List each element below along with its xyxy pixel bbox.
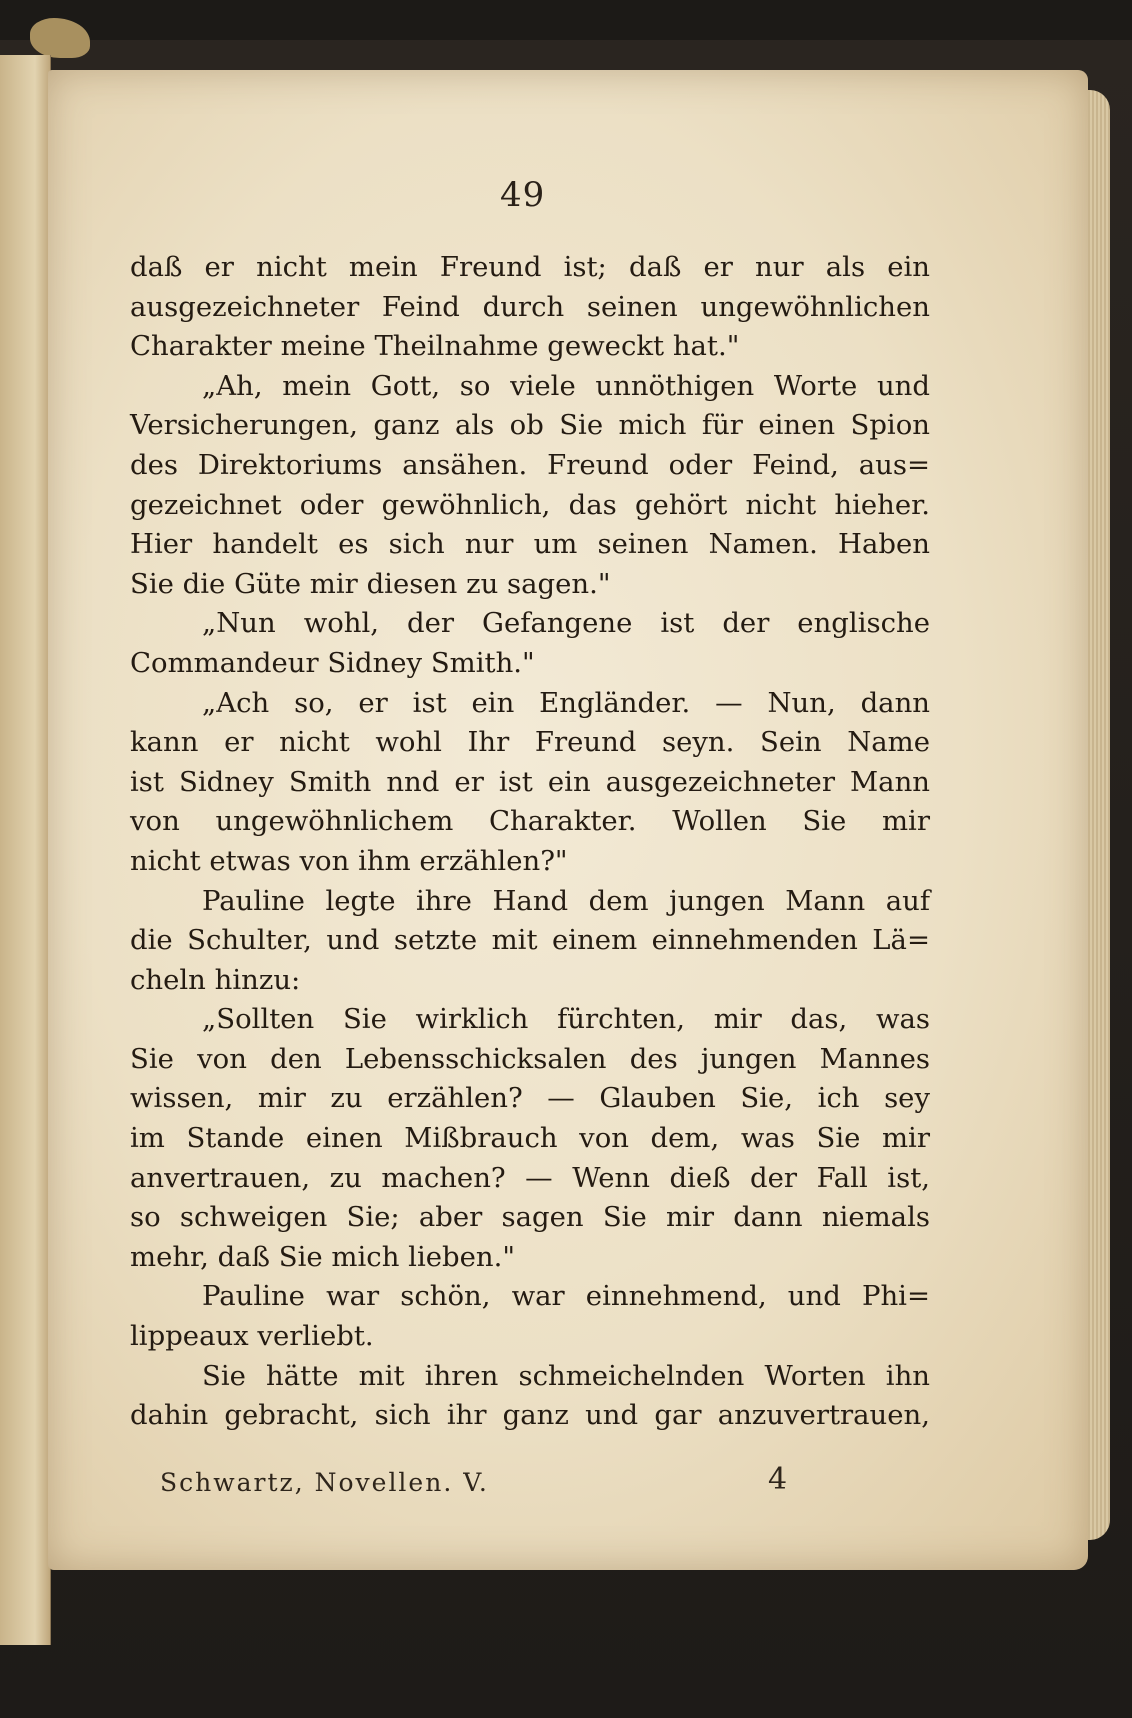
text-line: Pauline legte ihre Hand dem jungen Mann auf bbox=[202, 884, 930, 917]
text-line: „Ah, mein Gott, so viele unnöthigen Worte und bbox=[202, 369, 930, 402]
text-line: nicht etwas von ihm erzählen?" bbox=[130, 844, 568, 877]
text-line: Sie die Güte mir diesen zu sagen." bbox=[130, 567, 611, 600]
text-line: „Nun wohl, der Gefangene ist der englische bbox=[202, 607, 930, 640]
text-line: von ungewöhnlichem Charakter. Wollen Sie mir bbox=[130, 805, 930, 838]
page-number: 49 bbox=[500, 175, 546, 215]
text-line: lippeaux verliebt. bbox=[130, 1320, 374, 1353]
text-line: kann er nicht wohl Ihr Freund seyn. Sein Name bbox=[130, 726, 930, 759]
text-line: die Schulter, und setzte mit einem einnehmenden Lä= bbox=[130, 924, 930, 957]
text-line: daß er nicht mein Freund ist; daß er nur als ein bbox=[130, 251, 930, 283]
text-line: so schweigen Sie; aber sagen Sie mir dann niemals bbox=[130, 1201, 930, 1234]
cover-damage bbox=[30, 18, 90, 58]
text-line: „Ach so, er ist ein Engländer. — Nun, dann bbox=[202, 686, 930, 719]
text-line: anvertrauen, zu machen? — Wenn dieß der Fall ist, bbox=[130, 1161, 930, 1194]
text-line: im Stande einen Mißbrauch von dem, was Sie mir bbox=[130, 1122, 930, 1155]
body-text bbox=[130, 248, 930, 1436]
sheet-number: 4 bbox=[768, 1462, 788, 1497]
footer-signature: Schwartz, Novellen. V. bbox=[160, 1468, 489, 1497]
text-line: „Sollten Sie wirklich fürchten, mir das, was bbox=[202, 1003, 930, 1036]
text-line: wissen, mir zu erzählen? — Glauben Sie, ich sey bbox=[130, 1082, 930, 1115]
text-line: Charakter meine Theilnahme geweckt hat." bbox=[130, 330, 740, 363]
text-line: ist Sidney Smith nnd er ist ein ausgezeichneter Mann bbox=[130, 765, 930, 798]
text-line: mehr, daß Sie mich lieben." bbox=[130, 1240, 515, 1273]
text-line: Commandeur Sidney Smith." bbox=[130, 646, 535, 679]
text-line: Sie hätte mit ihren schmeichelnden Worten ihn bbox=[202, 1359, 930, 1392]
text-line: des Direktoriums ansähen. Freund oder Feind, aus= bbox=[130, 448, 930, 481]
text-line: Sie von den Lebensschicksalen des jungen Mannes bbox=[130, 1042, 930, 1075]
text-line: ausgezeichneter Feind durch seinen ungewöhnlichen bbox=[130, 290, 930, 323]
text-line: cheln hinzu: bbox=[130, 963, 301, 996]
facing-page-edge bbox=[0, 55, 51, 1645]
text-line: Hier handelt es sich nur um seinen Namen. Haben bbox=[130, 528, 930, 561]
text-line: Pauline war schön, war einnehmend, und Phi= bbox=[202, 1280, 930, 1313]
text-line: dahin gebracht, sich ihr ganz und gar anzuvertrauen, bbox=[130, 1399, 930, 1432]
text-line: gezeichnet oder gewöhnlich, das gehört nicht hieher. bbox=[130, 488, 930, 521]
text-line: Versicherungen, ganz als ob Sie mich für einen Spion bbox=[130, 409, 930, 442]
